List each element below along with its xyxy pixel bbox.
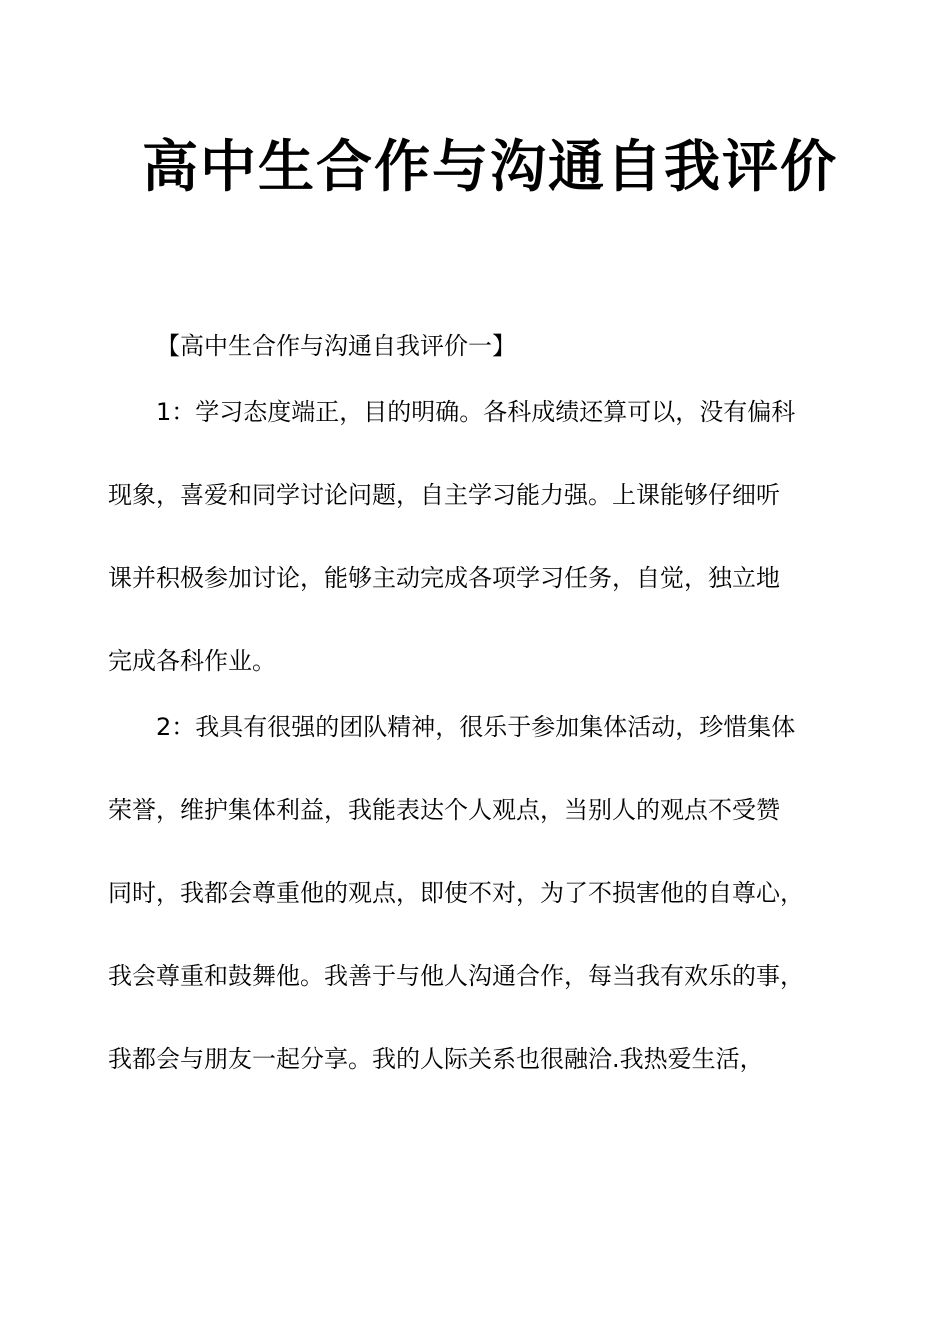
paragraph-line: 现象，喜爱和同学讨论问题，自主学习能力强。上课能够仔细听 xyxy=(108,481,780,509)
paragraph-line: 完成各科作业。 xyxy=(108,647,276,675)
document-title: 高中生合作与沟通自我评价 xyxy=(142,135,838,200)
paragraph-line: 2：我具有很强的团队精神，很乐于参加集体活动，珍惜集体 xyxy=(156,713,796,741)
section-heading: 【高中生合作与沟通自我评价一】 xyxy=(156,332,516,360)
paragraph-line: 课并积极参加讨论，能够主动完成各项学习任务，自觉，独立地 xyxy=(108,564,780,592)
paragraph-line: 荣誉，维护集体利益，我能表达个人观点，当别人的观点不受赞 xyxy=(108,796,780,824)
paragraph-line: 同时，我都会尊重他的观点，即使不对，为了不损害他的自尊心， xyxy=(108,879,804,907)
paragraph-line: 我会尊重和鼓舞他。我善于与他人沟通合作，每当我有欢乐的事， xyxy=(108,962,804,990)
paragraph-line: 我都会与朋友一起分享。我的人际关系也很融洽.我热爱生活， xyxy=(108,1045,764,1073)
paragraph-line: 1：学习态度端正，目的明确。各科成绩还算可以，没有偏科 xyxy=(156,398,796,426)
